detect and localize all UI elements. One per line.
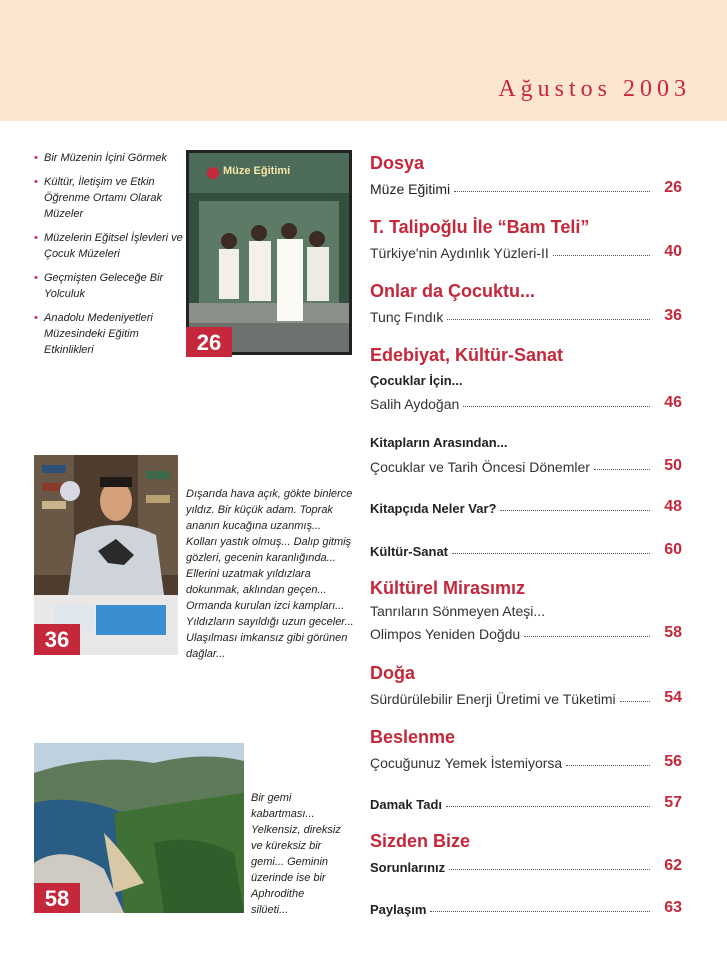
toc-entry-label: Çocuklar ve Tarih Öncesi Dönemler [370, 459, 590, 475]
toc-entry[interactable] [370, 537, 682, 559]
toc-entry-label: Kitapçıda Neler Var? [370, 501, 497, 516]
section-onlar: Onlar da Çocuktu... [370, 281, 536, 301]
cover-title: Müze Eğitimi [223, 165, 291, 177]
toc-entry[interactable] [370, 620, 682, 642]
toc-page-number: 40 [664, 243, 682, 260]
toc-page-number: 46 [664, 394, 682, 411]
toc-entry-label: Olimpos Yeniden Doğdu [370, 626, 521, 642]
toc-entry-label: Çocuğunuz Yemek İstemiyorsa [370, 755, 563, 771]
leader-dots [446, 806, 650, 807]
leader-dots [620, 701, 650, 702]
toc-entry[interactable] [370, 853, 682, 875]
toc-entry-label: Damak Tadı [370, 797, 443, 812]
leader-dots [463, 406, 650, 407]
toc-entry[interactable] [370, 790, 682, 812]
page-badge-58: 58 [34, 883, 80, 913]
bullet-icon: • [34, 152, 38, 164]
toc-entry-label: Sorunlarınız [370, 860, 446, 875]
bullet-icon: • [34, 312, 38, 324]
leader-dots [449, 869, 650, 870]
section-sizden: Sizden Bize [370, 831, 471, 851]
section-talipoglu: T. Talipoğlu İle “Bam Teli” [370, 217, 590, 237]
bullet-item: • Müzelerin Eğitsel İşlevleri ve Çocuk Müzeleri [34, 232, 183, 260]
leader-dots [430, 911, 650, 912]
bullet-icon: • [34, 176, 38, 188]
toc-page-number: 60 [664, 541, 682, 558]
dossier-bullet-list [34, 150, 184, 366]
leader-dots [594, 469, 650, 470]
coast-caption: Bir gemi kabartması... Yelkensiz, direksiz ve küreksiz bir gemi... Geminin üzerinde ise bir Aphrodithe silüeti... [251, 792, 341, 916]
toc-entry-label: Salih Aydoğan [370, 396, 460, 412]
leader-dots [553, 255, 650, 256]
toc-page-number: 36 [664, 307, 682, 324]
bullet-item: • Kültür, İletişim ve Etkin Öğrenme Ortamı Olarak Müzeler [34, 176, 162, 220]
toc-entry-label: Sürdürülebilir Enerji Üretimi ve Tüketimi [370, 691, 616, 707]
section-beslenme: Beslenme [370, 727, 456, 747]
toc-entry-label: Paylaşım [370, 902, 427, 917]
leader-dots [454, 191, 650, 192]
leader-dots [447, 319, 650, 320]
toc-entry[interactable] [370, 239, 682, 261]
toc-line: Tanrıların Sönmeyen Ateşi... [370, 603, 546, 619]
page-badge-36: 36 [34, 624, 80, 655]
toc-subhead: Çocuklar İçin... [370, 373, 463, 388]
toc-entry-label: Müze Eğitimi [370, 181, 451, 197]
bullet-item: • Anadolu Medeniyetleri Müzesindeki Eğitim Etkinlikleri [34, 312, 153, 356]
toc-entry[interactable] [370, 494, 682, 516]
toc-entry[interactable] [370, 175, 682, 197]
section-edebiyat: Edebiyat, Kültür-Sanat [370, 345, 564, 365]
toc-entry[interactable] [370, 453, 682, 475]
museum-kids-photo [189, 153, 349, 352]
logo-dot-icon [207, 167, 219, 179]
page-badge-26: 26 [186, 327, 232, 357]
toc-entry[interactable] [370, 895, 682, 917]
toc-entry[interactable] [370, 749, 682, 771]
cover-thumbnail[interactable] [186, 150, 352, 355]
section-miras: Kültürel Mirasımız [370, 578, 526, 598]
toc-entry[interactable] [370, 390, 682, 412]
section-dosya: Dosya [370, 153, 425, 173]
bullet-icon: • [34, 232, 38, 244]
toc-entry-label: Tunç Fındık [370, 309, 444, 325]
toc-page-number: 26 [664, 179, 682, 196]
toc-page-number: 63 [664, 899, 682, 916]
toc-entry-label: Türkiye'nin Aydınlık Yüzleri-II [370, 245, 549, 261]
toc-page-number: 48 [664, 498, 682, 515]
toc-page-number: 54 [664, 689, 682, 706]
toc-page-number: 58 [664, 624, 682, 641]
leader-dots [566, 765, 650, 766]
toc-page-number: 57 [664, 794, 682, 811]
boy-caption: Dışarıda hava açık, gökte binlerce yıldız. Bir küçük adam. Toprak ananın kucağına uzanmış... Kolları yastık olmuş... Dalıp gitmiş gözleri, gecenin karanlığında... Ellerini uzatmak yıldızlara dokunmak, aklından geçen... Ormanda kurulan izci kampları... Yıldızların sayıldığı uzun geceler... Ulaşılması imkansız gibi görünen dağlar... [186, 488, 354, 660]
toc-page-number: 62 [664, 857, 682, 874]
toc-entry[interactable] [370, 685, 682, 707]
toc-page-number: 56 [664, 753, 682, 770]
issue-date: Ağustos 2003 [498, 76, 691, 102]
toc-page-number: 50 [664, 457, 682, 474]
header-band [0, 0, 727, 121]
bullet-item: • Geçmişten Geleceğe Bir Yolculuk [34, 272, 164, 300]
toc-entry-label: Kültür-Sanat [370, 544, 448, 559]
leader-dots [524, 636, 650, 637]
toc-entry[interactable] [370, 303, 682, 325]
section-doga: Doğa [370, 663, 415, 683]
bullet-item: • Bir Müzenin İçini Görmek [34, 152, 167, 164]
leader-dots [452, 553, 650, 554]
leader-dots [500, 510, 650, 511]
bullet-icon: • [34, 272, 38, 284]
toc-subhead: Kitapların Arasından... [370, 435, 508, 450]
